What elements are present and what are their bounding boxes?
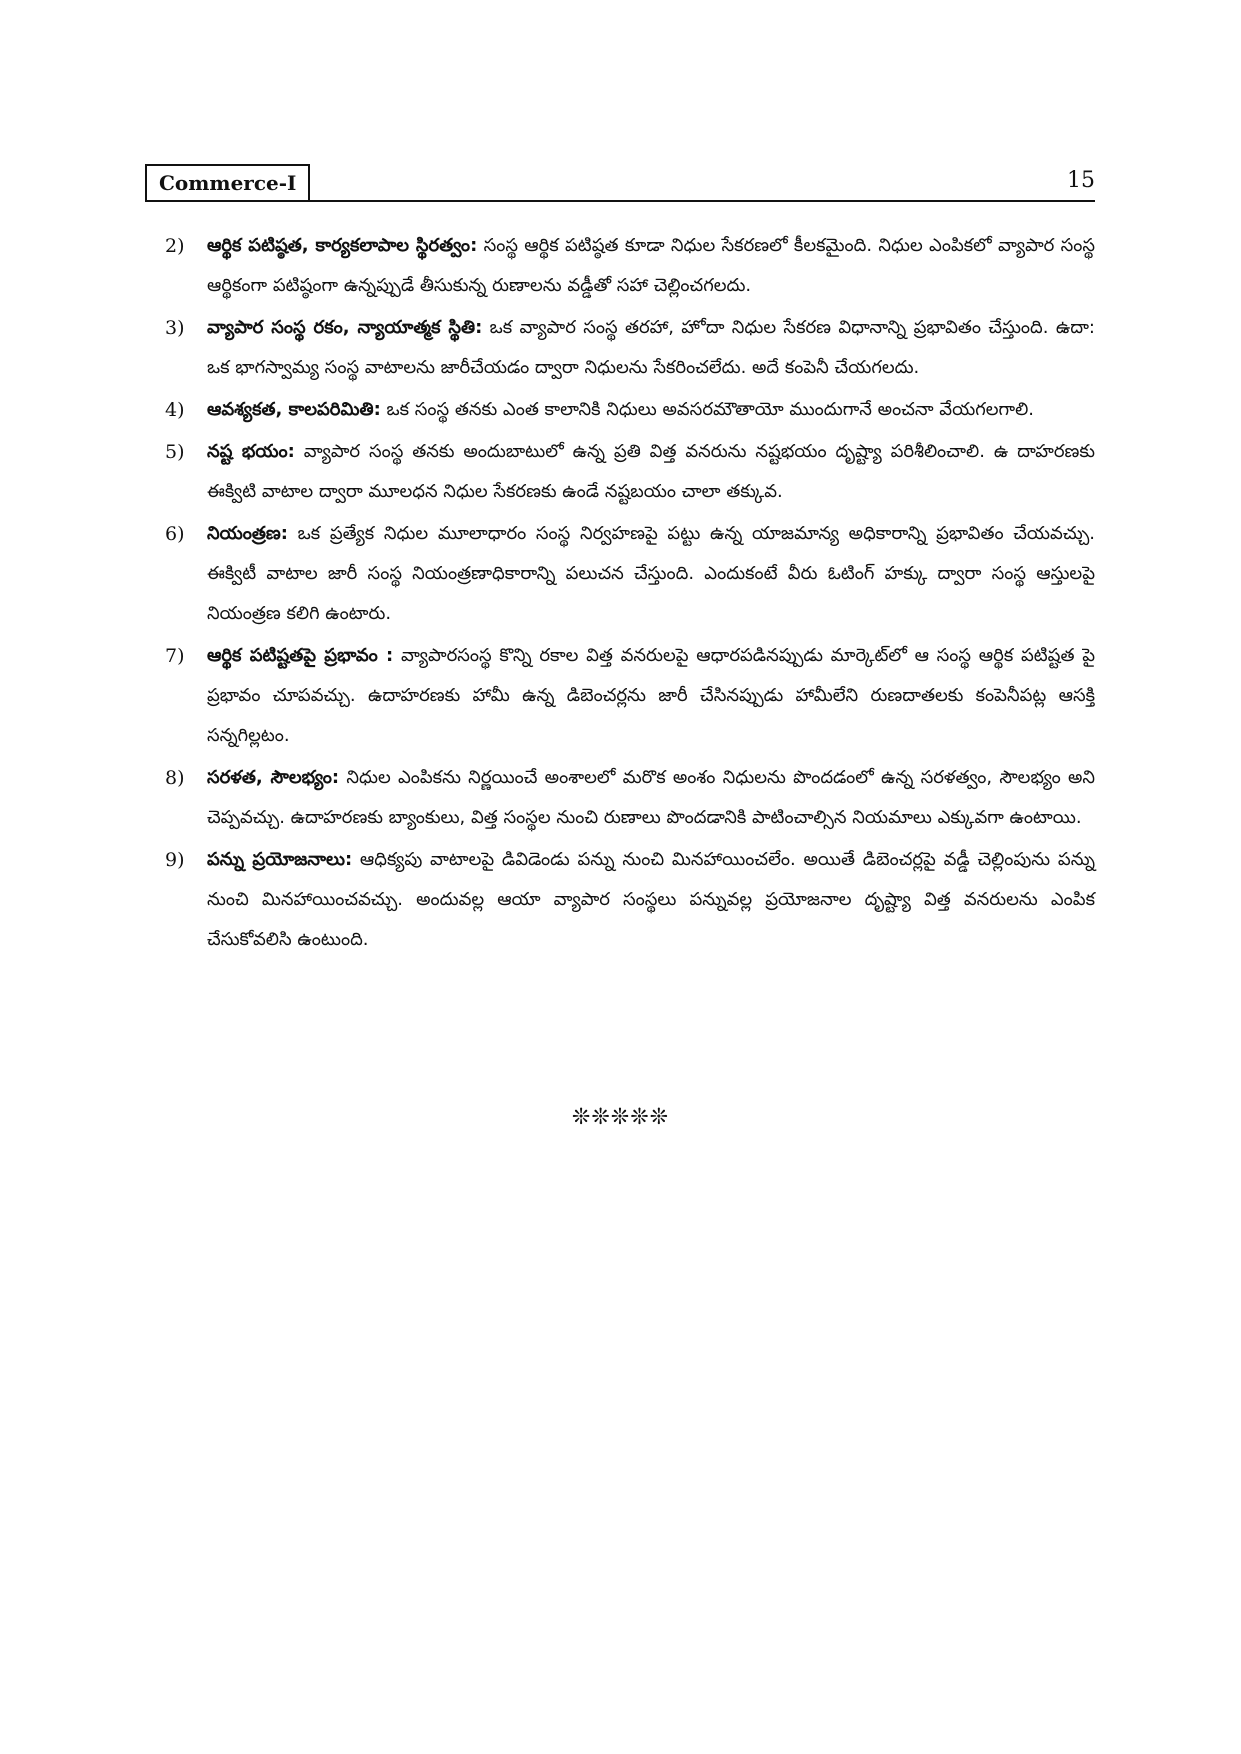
item-heading: నష్ట భయం: xyxy=(207,441,295,462)
list-item xyxy=(165,432,1095,512)
item-text: ఒక సంస్థ తనకు ఎంత కాలానికి నిధులు అవసరమౌతాయో ముందుగానే అంచనా వేయగలగాలి. xyxy=(380,399,1034,420)
page-number: 15 xyxy=(1067,168,1095,193)
list-item xyxy=(165,636,1095,756)
item-number: 3) xyxy=(165,317,185,339)
item-number: 9) xyxy=(165,849,185,871)
item-text: నిధుల ఎంపికను నిర్ణయించే అంశాలలో మరొక అంశం నిధులను పొందడంలో ఉన్న సరళత్వం, సౌలభ్యం అని చెప్పవచ్చు. ఉదాహరణకు బ్యాంకులు, విత్త సంస్థల నుంచి రుణాలు పొందడానికి పాటించాల్సిన నియమాలు ఎక్కువగా ఉంటాయి. xyxy=(207,767,1096,828)
end-ornament: ❊❊❊❊❊ xyxy=(571,1105,670,1130)
item-text: ఒక వ్యాపార సంస్థ తరహా, హోదా నిధుల సేకరణ విధానాన్ని ప్రభావితం చేస్తుంది. ఉదా: ఒక భాగస్వామ్య సంస్థ వాటాలను జారీచేయడం ద్వారా నిధులను సేకరించలేదు. అదే కంపెనీ చేయగలదు. xyxy=(207,317,1095,378)
item-number: 5) xyxy=(165,441,185,463)
list-item xyxy=(165,758,1095,838)
item-heading: ఆర్థిక పటిష్టతపై ప్రభావం : xyxy=(207,645,394,666)
item-text: సంస్థ ఆర్థిక పటిష్ఠత కూడా నిధుల సేకరణలో కీలకమైంది. నిధుల ఎంపికలో వ్యాపార సంస్థ ఆర్థికంగా పటిష్ఠంగా ఉన్నప్పుడే తీసుకున్న రుణాలను వడ్డీతో సహా చెల్లించగలదు. xyxy=(207,235,1095,296)
item-text: వ్యాపార సంస్థ తనకు అందుబాటులో ఉన్న ప్రతి విత్త వనరును నష్టభయం దృష్ట్యా పరిశీలించాలి. ఉ దాహరణకు ఈక్విటి వాటాల ద్వారా మూలధన నిధుల సేకరణకు ఉండే నష్టబయం చాలా తక్కువ. xyxy=(207,441,1095,502)
subject-title: Commerce-I xyxy=(145,164,310,202)
item-text: ఒక ప్రత్యేక నిధుల మూలాధారం సంస్థ నిర్వహణపై పట్టు ఉన్న యాజమాన్య అధికారాన్ని ప్రభావితం చేయవచ్చు. ఈక్విటీ వాటాల జారీ సంస్థ నియంత్రణాధికారాన్ని పలుచన చేస్తుంది. ఎందుకంటే వీరు ఓటింగ్ హక్కు ద్వారా సంస్థ ఆస్తులపై నియంత్రణ కలిగి ఉంటారు. xyxy=(207,523,1095,624)
list-item xyxy=(165,226,1095,306)
item-heading: నియంత్రణ: xyxy=(207,523,288,544)
item-number: 6) xyxy=(165,523,185,545)
item-heading: వ్యాపార సంస్థ రకం, న్యాయాత్మక స్థితి: xyxy=(207,317,483,338)
item-number: 4) xyxy=(165,399,185,421)
item-number: 8) xyxy=(165,767,185,789)
item-heading: సరళత, సౌలభ్యం: xyxy=(207,767,340,788)
item-list xyxy=(165,226,1095,962)
item-heading: ఆవశ్యకత, కాలపరిమితి: xyxy=(207,399,381,420)
item-number: 7) xyxy=(165,645,185,667)
list-item xyxy=(165,514,1095,634)
item-heading: పన్ను ప్రయోజనాలు: xyxy=(207,849,353,870)
item-text: ఆధిక్యపు వాటాలపై డివిడెండు పన్ను నుంచి మినహాయించలేం. అయితే డిబెంచర్లపై వడ్డీ చెల్లింపును పన్ను నుంచి మినహాయించవచ్చు. అందువల్ల ఆయా వ్యాపార సంస్థలు పన్నువల్ల ప్రయోజనాల దృష్ట్యా విత్త వనరులను ఎంపిక చేసుకోవలిసి ఉంటుంది. xyxy=(207,849,1095,950)
list-item xyxy=(165,840,1095,960)
item-heading: ఆర్థిక పటిష్ఠత, కార్యకలాపాల స్థిరత్వం: xyxy=(207,235,478,256)
item-text: వ్యాపారసంస్థ కొన్ని రకాల విత్త వనరులపై ఆధారపడినప్పుడు మార్కెట్‌లో ఆ సంస్థ ఆర్థిక పటిష్టత పై ప్రభావం చూపవచ్చు. ఉదాహరణకు హామీ ఉన్న డిబెంచర్లను జారీ చేసినప్పుడు హామీలేని రుణదాతలకు కంపెనీపట్ల ఆసక్తి సన్నగిల్లటం. xyxy=(207,645,1095,746)
header-rule xyxy=(145,200,1095,202)
list-item xyxy=(165,308,1095,388)
list-item xyxy=(165,390,1095,430)
item-number: 2) xyxy=(165,235,185,257)
page-header xyxy=(145,164,1095,204)
